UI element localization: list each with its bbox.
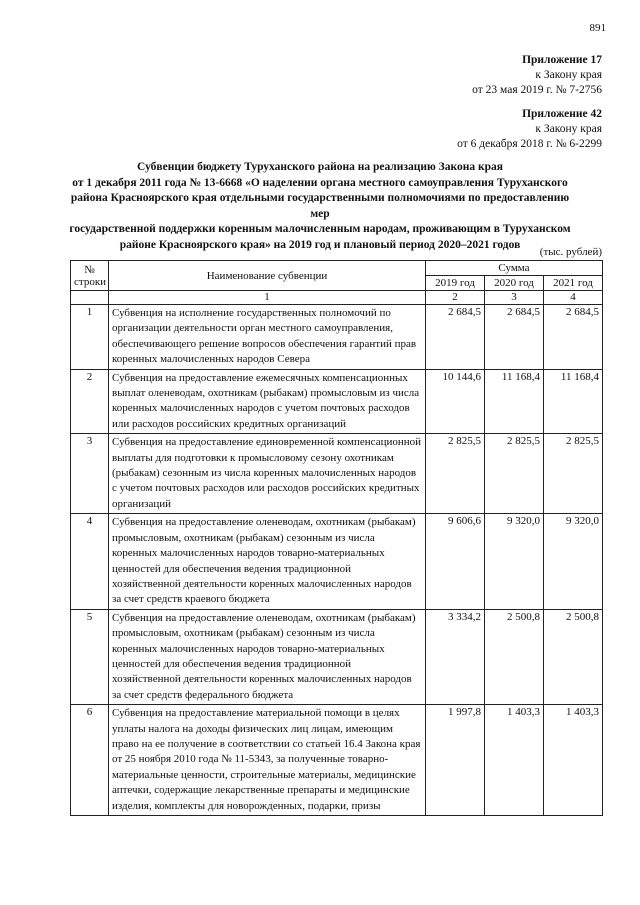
appendix-line: от 6 декабря 2018 г. № 6-2299	[457, 138, 602, 150]
table-row	[71, 609, 603, 704]
subsidy-name: Субвенция на исполнение государственных полномочий по организации деятельности орган местного самоуправления, обеспечивающего решение вопросов обеспечения гарантий прав коренных малочисленных народов Севера	[109, 305, 426, 370]
column-index: 2	[426, 291, 485, 305]
appendix-title: Приложение 17	[522, 54, 602, 66]
amount-2021: 2 500,8	[544, 609, 603, 704]
row-number: 3	[71, 434, 109, 514]
appendix-title: Приложение 42	[522, 108, 602, 120]
sum-header: Сумма	[426, 261, 603, 276]
row-number: 4	[71, 514, 109, 609]
amount-2021: 9 320,0	[544, 514, 603, 609]
appendix-line: к Закону края	[535, 123, 602, 135]
amount-2021: 2 825,5	[544, 434, 603, 514]
amount-2019: 3 334,2	[426, 609, 485, 704]
amount-2019: 2 825,5	[426, 434, 485, 514]
year-header-2020: 2020 год	[485, 276, 544, 291]
column-index: 3	[485, 291, 544, 305]
amount-2020: 9 320,0	[485, 514, 544, 609]
amount-2020: 11 168,4	[485, 369, 544, 434]
table-row	[71, 305, 603, 370]
amount-2021: 1 403,3	[544, 705, 603, 816]
name-header: Наименование субвенции	[109, 261, 426, 291]
year-header-2019: 2019 год	[426, 276, 485, 291]
amount-2020: 2 825,5	[485, 434, 544, 514]
table-row	[71, 369, 603, 434]
row-number: 2	[71, 369, 109, 434]
row-number: 1	[71, 305, 109, 370]
page-number: 891	[589, 22, 606, 34]
amount-2021: 11 168,4	[544, 369, 603, 434]
subsidy-name: Субвенция на предоставление единовременной компенсационной выплаты для подготовки к промысловому сезону охотникам (рыбакам) сезонным из числа коренных малочисленных народов с учетом почтовых расходов или расходов российских кредитных организаций	[109, 434, 426, 514]
row-number: 6	[71, 705, 109, 816]
appendix-42-header	[457, 107, 602, 152]
row-number-header-line1: №	[84, 263, 95, 276]
column-index: 4	[544, 291, 603, 305]
year-header-2021: 2021 год	[544, 276, 603, 291]
column-index: 1	[109, 291, 426, 305]
subsidy-name: Субвенция на предоставление ежемесячных компенсационных выплат оленеводам, охотникам (рыбакам) промысловым из числа коренных малочисленных народов с учетом почтовых расходов или расходов российских кредитных организаций	[109, 369, 426, 434]
row-number-header	[71, 261, 109, 291]
column-index-row	[71, 291, 603, 305]
title-line: районе Красноярского края» на 2019 год и плановый период 2020–2021 годов	[119, 238, 521, 251]
subsidy-name: Субвенция на предоставление оленеводам, охотникам (рыбакам) промысловым, охотникам (рыбакам) сезонным из числа коренных малочисленных народов товарно-материальных ценностей для обеспечения ведения традиционной хозяйственной деятельности коренных малочисленных народов за счет средств федерального бюджета	[109, 609, 426, 704]
title-line: Субвенции бюджету Туруханского района на реализацию Закона края	[137, 161, 503, 173]
subsidy-name: Субвенция на предоставление материальной помощи в целях уплаты налога на доходы физических лиц лицам, имеющим право на ее получение в соответствии со статьей 16.4 Закона края от 25 ноября 2010 года № 11-5343, за полученные товарно-материальные ценности, строительные материалы, медицинские аптечки, содержащие лекарственные препараты и медицинские изделия, комплекты для новорожденных, подарки, призы	[109, 705, 426, 816]
amount-2020: 2 500,8	[485, 609, 544, 704]
document-title	[60, 160, 580, 253]
subsidy-name: Субвенция на предоставление оленеводам, охотникам (рыбакам) промысловым, охотникам (рыбакам) сезонным из числа коренных малочисленных народов товарно-материальных ценностей для обеспечения ведения традиционной хозяйственной деятельности коренных малочисленных народов за счет средств краевого бюджета	[109, 514, 426, 609]
column-index	[71, 291, 109, 305]
title-line: государственной поддержки коренным малочисленным народам, проживающим в Туруханском	[69, 223, 571, 235]
table-row	[71, 705, 603, 816]
header-row	[71, 261, 603, 276]
amount-2020: 1 403,3	[485, 705, 544, 816]
title-line: района Красноярского края отдельными государственными полномочиями по предоставлению мер	[70, 192, 570, 220]
row-number-header-line2: строки	[74, 275, 107, 288]
amount-2020: 2 684,5	[485, 305, 544, 370]
amount-2021: 2 684,5	[544, 305, 603, 370]
table-row	[71, 434, 603, 514]
amount-2019: 2 684,5	[426, 305, 485, 370]
appendix-17-header	[472, 53, 602, 98]
amount-2019: 9 606,6	[426, 514, 485, 609]
appendix-line: от 23 мая 2019 г. № 7-2756	[472, 84, 602, 96]
amount-2019: 10 144,6	[426, 369, 485, 434]
table-row	[71, 514, 603, 609]
row-number: 5	[71, 609, 109, 704]
amount-2019: 1 997,8	[426, 705, 485, 816]
title-line: от 1 декабря 2011 года № 13-6668 «О наделении органа местного самоуправления Туруханского	[72, 176, 568, 189]
units-label: (тыс. рублей)	[539, 246, 602, 258]
subsidy-table	[70, 260, 603, 816]
appendix-line: к Закону края	[535, 69, 602, 81]
